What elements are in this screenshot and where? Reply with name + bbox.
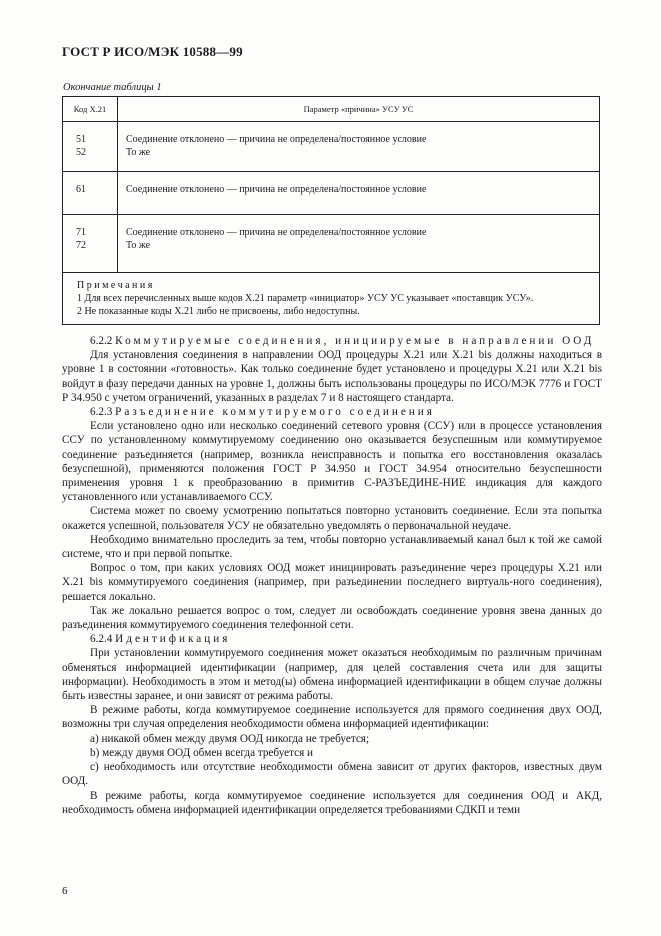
- table-row: [63, 172, 600, 215]
- paragraph: Система может по своему усмотрению попытаться повторно установить соединение. Если эта попытка окажется успешной, пользователя УСУ не обязательно уведомлять о первоначальной неудаче.: [62, 505, 602, 532]
- table-row: [63, 122, 600, 172]
- table-header-row: [63, 97, 600, 122]
- condition-cell: [118, 215, 600, 273]
- code-value: 71: [76, 227, 86, 238]
- section-heading-6-2-4: [62, 632, 602, 646]
- paragraph: При установлении коммутируемого соединения может оказаться необходимым по различным причинам обменяться информацией идентификации (например, для целей составления счета или для защиты информации). Необходимость в этом и метод(ы) обмена информацией идентификации в общем случае должны быть известны заранее, и они зависят от режима работы.: [62, 647, 602, 703]
- section-number: 6.2.2: [90, 335, 113, 347]
- condition-text: Соединение отклонено — причина не определена/постоянное условие: [126, 134, 427, 145]
- document-header: ГОСТ Р ИСО/МЭК 10588—99: [62, 44, 243, 59]
- page-number: 6: [62, 885, 68, 897]
- paragraph: Вопрос о том, при каких условиях ООД может инициировать разъединение через процедуры Х.21 или Х.21 bis коммутируемого соединения (например, при разъединении последнего виртуаль-ного соединения), решается локально.: [62, 562, 602, 603]
- paragraph: Если установлено одно или несколько соединений сетевого уровня (ССУ) или в процессе установления ССУ по установленному коммутируемому соединению оно оказывается безуспешным или коммутируемое соединение разъединяется (например, возникла неисправность и попытка его восстановления оказалась безуспешной), применяются положения ГОСТ Р 34.950 и ГОСТ 34.954 относительно безуспешности применения уровня 1 к преобразованию в примитив С-РАЗЪЕДИНЕ-НИЕ индикация для каждого установленного или устанавливаемого ССУ.: [62, 420, 602, 504]
- paragraph: В режиме работы, когда коммутируемое соединение используется для прямого соединения двух ООД, возможны три случая определения необходимости обмена информацией идентификации:: [62, 704, 602, 731]
- condition-text: То же: [126, 240, 151, 251]
- list-item: b) между двумя ООД обмен всегда требуется и: [90, 746, 314, 759]
- condition-text: То же: [126, 147, 151, 158]
- note-item: 1 Для всех перечисленных выше кодов Х.21 параметр «инициатор» УСУ УС указывает «поставщик УСУ».: [77, 293, 534, 304]
- paragraph: Для установления соединения в направлении ООД процедуры Х.21 или Х.21 bis должны находиться в уровне 1 в состоянии «готовность». Как только соединение будет установлено и процедуры Х.21 или Х.21 bis войдут в фазу передачи данных на уровне 1, должны быть использованы процедуры по ИСО/МЭК 7776 и ГОСТ Р 34.950 с учетом ограничений, указанных в разделах 7 и 8 настоящего стандарта.: [62, 349, 602, 404]
- section-title: Идентификация: [115, 633, 231, 646]
- code-value: 61: [76, 184, 86, 195]
- section-title: Коммутируемые соединения, инициируемые в направлении ООД: [115, 335, 595, 347]
- code-value: 72: [76, 240, 86, 251]
- table-notes-row: [63, 273, 600, 325]
- code-cell: [63, 172, 118, 215]
- list-item: с) необходимость или отсутствие необходимости обмена зависит от других факторов, известных двум ООД.: [62, 761, 602, 788]
- column-header-code: Код Х.21: [63, 97, 118, 122]
- condition-cell: [118, 172, 600, 215]
- paragraph: В режиме работы, когда коммутируемое соединение используется для соединения ООД и АКД, необходимость обмена информацией идентификации определяется требованиями СДКП и теми: [62, 789, 602, 816]
- section-number: 6.2.3: [90, 406, 113, 419]
- condition-text: Соединение отклонено — причина не определена/постоянное условие: [126, 227, 427, 238]
- paragraph: Необходимо внимательно проследить за тем, чтобы повторно устанавливаемый канал был к той же самой системе, что и при первой попытке.: [62, 533, 602, 561]
- paragraph: Так же локально решается вопрос о том, следует ли освобождать соединение уровня звена данных до разъединения коммутируемого соединения телефонной сети.: [62, 604, 602, 632]
- section-heading-6-2-2: [62, 334, 602, 348]
- code-cell: [63, 122, 118, 172]
- section-title: Разъединение коммутируемого соединения: [115, 406, 435, 419]
- table-row: [63, 215, 600, 273]
- note-item: 2 Не показанные коды Х.21 либо не присвоены, либо недоступны.: [77, 306, 360, 317]
- section-heading-6-2-3: [62, 405, 602, 419]
- code-cell: [63, 215, 118, 273]
- condition-text: Соединение отклонено — причина не определена/постоянное условие: [126, 184, 427, 195]
- page: [62, 44, 602, 817]
- document-body: [62, 334, 602, 817]
- list-item: а) никакой обмен между двумя ООД никогда не требуется;: [90, 732, 370, 745]
- column-header-parameter: Параметр «причина» УСУ УС: [118, 97, 600, 122]
- code-value: 52: [76, 147, 86, 158]
- notes-title: Примечания: [77, 280, 155, 291]
- notes-cell: [63, 273, 600, 325]
- table-caption: Окончание таблицы 1: [63, 82, 162, 93]
- code-value: 51: [76, 134, 86, 145]
- condition-cell: [118, 122, 600, 172]
- codes-table: [62, 96, 600, 325]
- section-number: 6.2.4: [90, 633, 113, 646]
